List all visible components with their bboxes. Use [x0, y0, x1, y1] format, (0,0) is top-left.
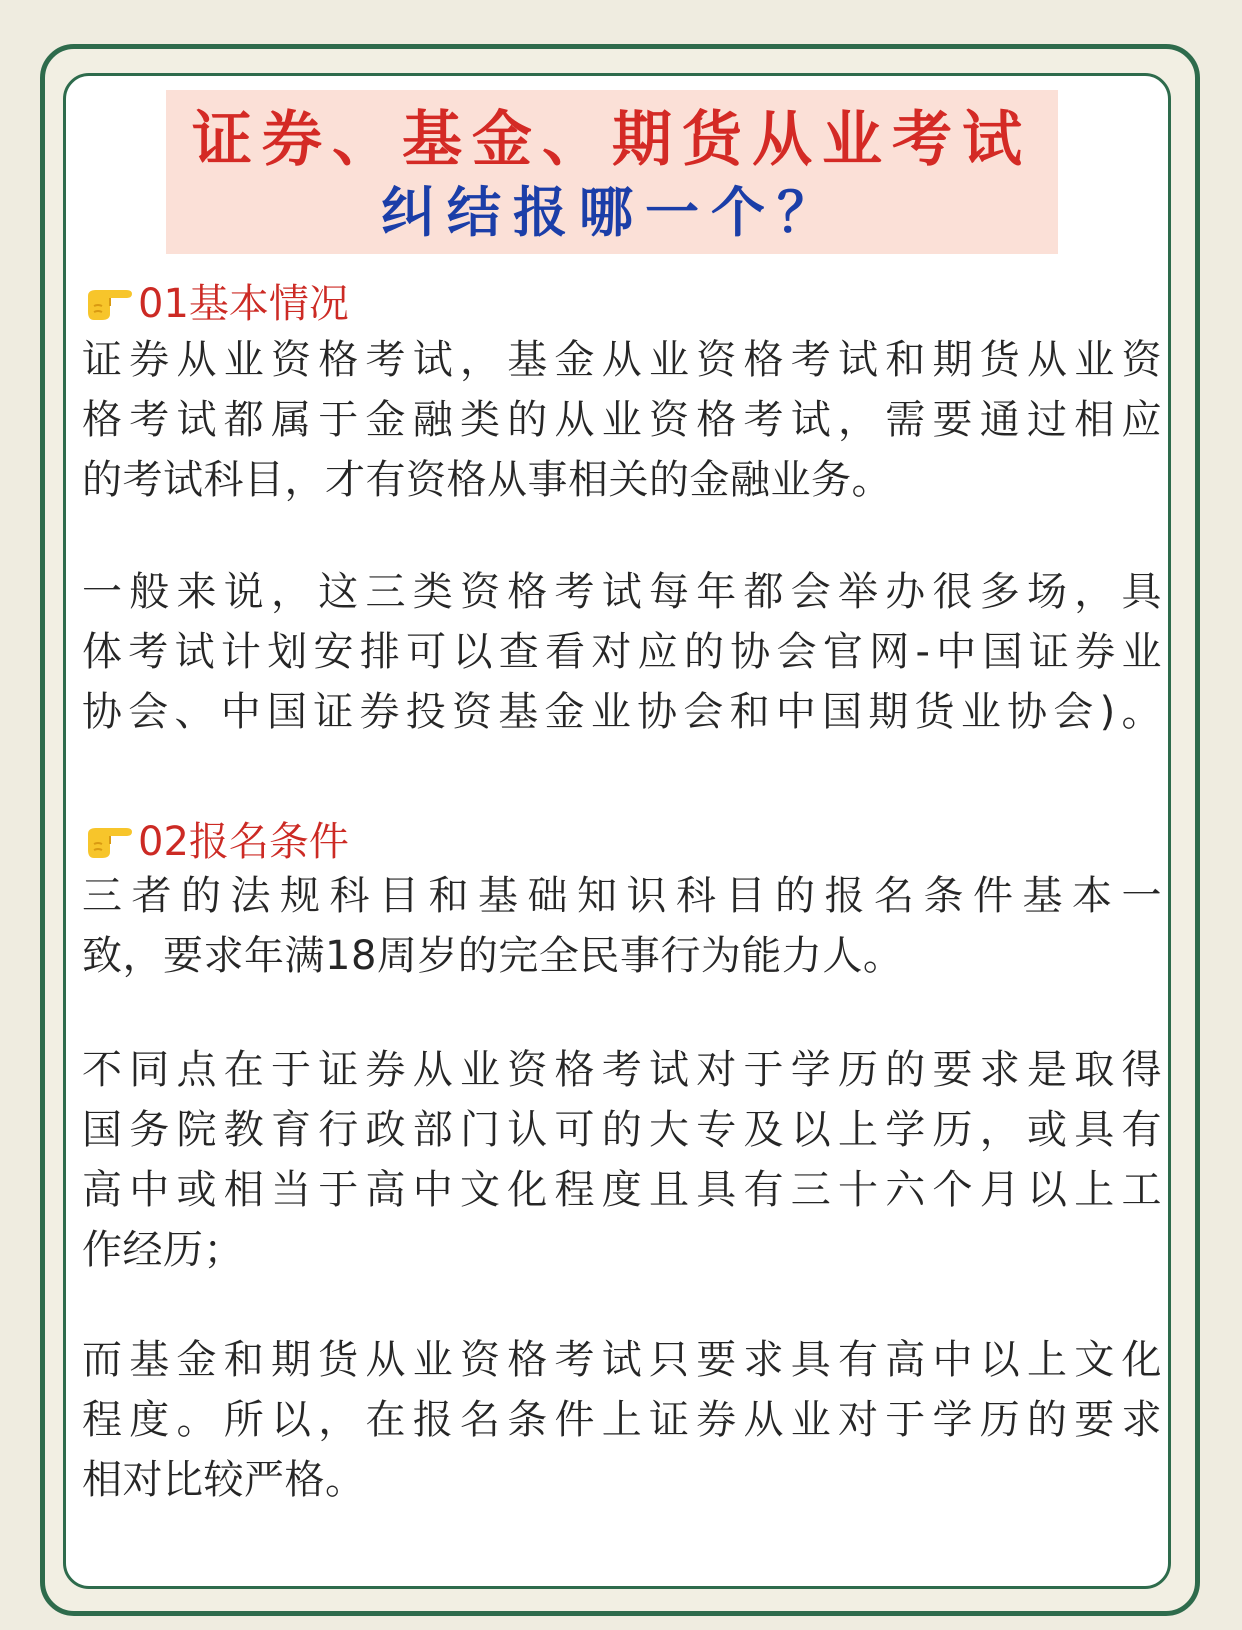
paragraph-line: 协会、中国证券投资基金业协会和中国期货业协会)。	[82, 689, 1162, 735]
section-heading-requirements	[82, 818, 349, 866]
section-heading-text: 02报名条件	[138, 819, 349, 865]
paragraph-line: 相对比较严格。	[82, 1457, 366, 1503]
section-heading-text: 01基本情况	[138, 281, 349, 327]
paragraph-line: 体考试计划安排可以查看对应的协会官网-中国证券业	[82, 629, 1162, 675]
paragraph-line: 而基金和期货从业资格考试只要求具有高中以上文化	[82, 1337, 1162, 1383]
paragraph-line: 国务院教育行政部门认可的大专及以上学历，或具有	[82, 1107, 1162, 1153]
title-banner	[166, 90, 1058, 254]
paragraph	[82, 866, 1162, 986]
paragraph-line: 的考试科目，才有资格从事相关的金融业务。	[82, 457, 892, 503]
paragraph-line: 一般来说，这三类资格考试每年都会举办很多场，具	[82, 569, 1162, 615]
pointing-hand-icon	[82, 284, 134, 324]
paragraph	[82, 330, 1162, 510]
paragraph-line: 作经历；	[82, 1227, 244, 1273]
paragraph-line: 格考试都属于金融类的从业资格考试，需要通过相应	[82, 397, 1162, 443]
paragraph-line: 证券从业资格考试，基金从业资格考试和期货从业资	[82, 337, 1162, 383]
paragraph	[82, 1330, 1162, 1510]
page-title: 证券、基金、期货从业考试	[192, 105, 1032, 175]
pointing-hand-icon	[82, 822, 134, 862]
paragraph-line: 致，要求年满18周岁的完全民事行为能力人。	[82, 933, 904, 979]
paragraph-line: 三者的法规科目和基础知识科目的报名条件基本一	[82, 873, 1162, 919]
paragraph-line: 不同点在于证券从业资格考试对于学历的要求是取得	[82, 1047, 1162, 1093]
paragraph	[82, 1040, 1162, 1280]
section-heading-basic-info	[82, 280, 349, 328]
paragraph-line: 程度。所以，在报名条件上证券从业对于学历的要求	[82, 1397, 1162, 1443]
paragraph	[82, 562, 1162, 742]
page-subtitle: 纠结报哪一个？	[381, 181, 843, 244]
paragraph-line: 高中或相当于高中文化程度且具有三十六个月以上工	[82, 1167, 1162, 1213]
